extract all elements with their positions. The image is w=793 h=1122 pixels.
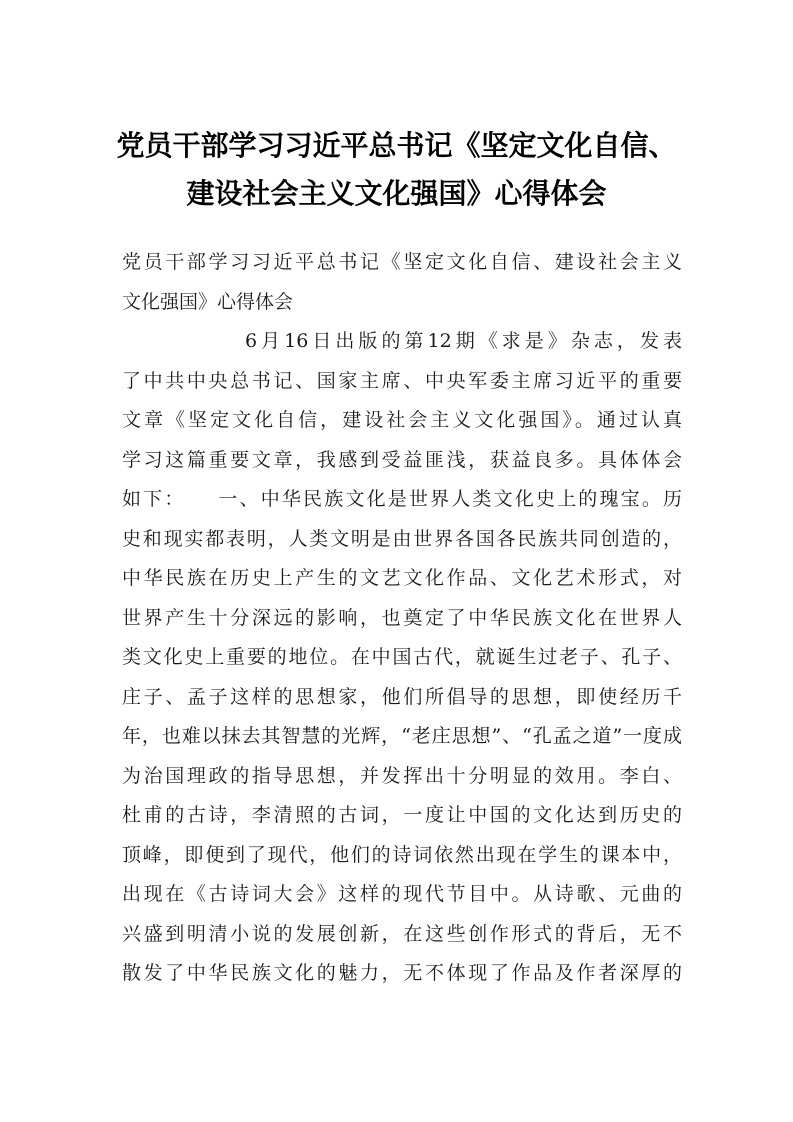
document-body	[122, 243, 682, 994]
body-line: 史和现实都表明，人类文明是由世界各国各民族共同创造的，	[122, 527, 682, 550]
body-line: 庄子、孟子这样的思想家，他们所倡导的思想，即使经历千	[122, 685, 682, 708]
body-line: 世界产生十分深远的影响，也奠定了中华民族文化在世界人	[122, 606, 682, 629]
title-line-1: 党员干部学习习近平总书记《坚定文化自信、	[116, 129, 677, 162]
body-line: 了中共中央总书记、国家主席、中央军委主席习近平的重要	[122, 369, 682, 392]
body-line: 文章《坚定文化自信，建设社会主义文化强国》。通过认真	[122, 409, 682, 431]
body-line: 中华民族在历史上产生的文艺文化作品、文化艺术形式，对	[122, 567, 682, 589]
document-title	[0, 122, 793, 218]
body-line: 文化强国》心得体会	[122, 290, 294, 313]
body-line: 类文化史上重要的地位。在中国古代，就诞生过老子、孔子、	[122, 646, 682, 668]
body-line: 兴盛到明清小说的发展创新，在这些创作形式的背后，无不	[122, 922, 682, 945]
body-line: 杜甫的古诗，李清照的古词，一度让中国的文化达到历史的	[122, 804, 682, 826]
body-line: 散发了中华民族文化的魅力，无不体现了作品及作者深厚的	[122, 962, 682, 984]
body-line: 出现在《古诗词大会》这样的现代节目中。从诗歌、元曲的	[122, 883, 682, 905]
body-line: 为治国理政的指导思想，并发挥出十分明显的效用。李白、	[122, 764, 682, 787]
body-line: 如下： 一、中华民族文化是世界人类文化史上的瑰宝。历	[122, 488, 682, 510]
body-line: 顶峰，即便到了现代，他们的诗词依然出现在学生的课本中，	[122, 843, 682, 866]
body-line: 年，也难以抹去其智慧的光辉，“老庄思想”、“孔孟之道”一度成	[122, 725, 682, 747]
body-line: 学习这篇重要文章，我感到受益匪浅，获益良多。具体体会	[122, 448, 682, 471]
title-line-2: 建设社会主义文化强国》心得体会	[186, 177, 607, 210]
body-line: 6月16日出版的第12期《求是》杂志，发表	[245, 330, 682, 352]
body-line: 党员干部学习习近平总书记《坚定文化自信、建设社会主义	[122, 251, 682, 273]
